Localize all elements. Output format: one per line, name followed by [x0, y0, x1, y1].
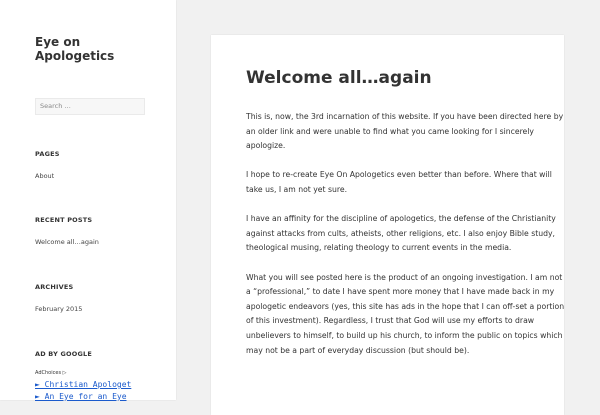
- post-content: [246, 110, 566, 373]
- sidebar: [0, 0, 176, 400]
- adchoices-label[interactable]: AdChoices ▷: [35, 370, 67, 376]
- post-title[interactable]: Welcome all…again: [246, 68, 432, 88]
- post-paragraph: I hope to re-create Eye On Apologetics even better than before. Where that will take us, I am not yet sure.: [246, 170, 552, 194]
- page-link-about[interactable]: About: [35, 172, 55, 180]
- post-paragraph: I have an affinity for the discipline of apologetics, the defense of the Christianity against attacks from cults, atheists, other religions, etc. I also enjoy Bible study, theological musing, relating theology to current events in the media.: [246, 214, 556, 253]
- post-paragraph: This is, now, the 3rd incarnation of this website. If you have been directed here by an older link and were unable to find what you came looking for I sincerely apologize.: [246, 112, 564, 151]
- ad-link-eye-for-an-eye[interactable]: ► An Eye for an Eye: [35, 392, 127, 401]
- search-input[interactable]: [35, 98, 145, 115]
- site-title[interactable]: Eye on Apologetics: [35, 35, 115, 63]
- ad-link-christian-apologetics[interactable]: ► Christian Apologet: [35, 380, 132, 389]
- widget-title-ad: AD BY GOOGLE: [35, 350, 92, 358]
- widget-title-recent-posts: RECENT POSTS: [35, 216, 93, 224]
- widget-title-pages: PAGES: [35, 150, 60, 158]
- archive-link-february-2015[interactable]: February 2015: [35, 305, 83, 313]
- widget-title-archives: ARCHIVES: [35, 283, 74, 291]
- post-paragraph: What you will see posted here is the product of an ongoing investigation. I am not a “professional,” to date I have spent more money that I have made back in my apologetic endeavors (yes, this site has ads in the hope that I can off-set a portion of this investment). Regardless, I trust that God will use my efforts to draw unbelievers to himself, to build up his church, to inform the public on topics which may not be a part of everyday discussion (but should be).: [246, 272, 565, 355]
- recent-post-link[interactable]: Welcome all…again: [35, 238, 99, 246]
